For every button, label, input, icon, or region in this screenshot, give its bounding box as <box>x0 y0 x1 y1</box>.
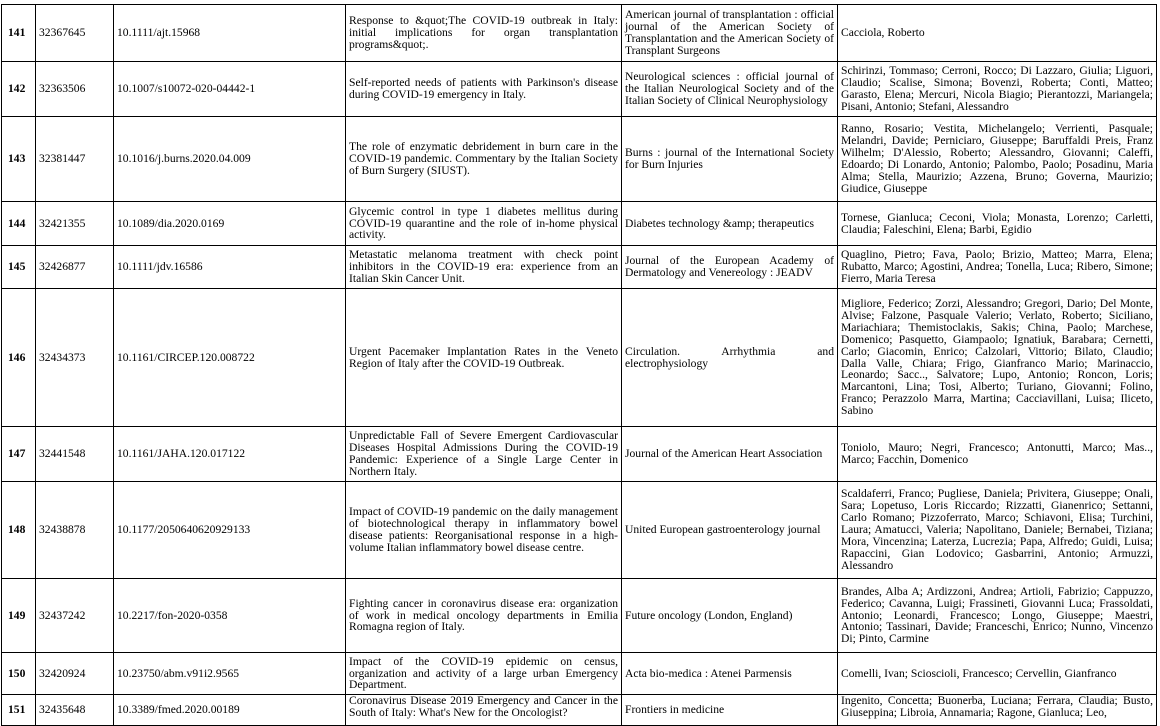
pmid-cell: 32421355 <box>36 202 114 246</box>
pmid-cell: 32426877 <box>36 246 114 289</box>
title-cell: Self-reported needs of patients with Parkinson's disease during COVID-19 emergency in Italy. <box>346 62 622 117</box>
table-row <box>2 62 1157 117</box>
pmid-cell: 32367645 <box>36 5 114 62</box>
table-row <box>2 579 1157 653</box>
authors-cell: Ranno, Rosario; Vestita, Michelangelo; Verrienti, Pasquale; Melandri, Davide; Perniciaro, Giuseppe; Baruffaldi Preis, Franz Wilhelm; D'Alessio, Roberto; Alessandro, Giovanni; Caleffi, Edoardo; Di Lonardo, Antonio; Palombo, Paolo; Posadinu, Maria Alma; Stella, Maurizio; Azzena, Bruno; Governa, Maurizio; Giudice, Giuseppe <box>838 117 1157 202</box>
journal-cell: Journal of the European Academy of Dermatology and Venereology : JEADV <box>622 246 838 289</box>
row-number: 145 <box>2 246 36 289</box>
table-row <box>2 117 1157 202</box>
row-number: 144 <box>2 202 36 246</box>
row-number: 149 <box>2 579 36 653</box>
journal-cell: Future oncology (London, England) <box>622 579 838 653</box>
doi-cell: 10.2217/fon-2020-0358 <box>114 579 346 653</box>
title-cell: Unpredictable Fall of Severe Emergent Cardiovascular Diseases Hospital Admissions During the COVID-19 Pandemic: Experience of a Single Large Center in Northern Italy. <box>346 427 622 482</box>
authors-cell: Scaldaferri, Franco; Pugliese, Daniela; Privitera, Giuseppe; Onali, Sara; Lopetuso, Loris Riccardo; Rizzatti, Gianenrico; Settanni, Carlo Romano; Pizzoferrato, Marco; Schiavoni, Elisa; Turchini, Laura; Amatucci, Valeria; Napolitano, Daniele; Bernabei, Tiziana; Mora, Vincenzina; Laterza, Lucrezia; Papa, Alfredo; Guidi, Luisa; Rapaccini, Gian Lodovico; Gasbarrini, Antonio; Armuzzi, Alessandro <box>838 482 1157 579</box>
pmid-cell: 32381447 <box>36 117 114 202</box>
table-row <box>2 5 1157 62</box>
table-row <box>2 482 1157 579</box>
authors-cell: Cacciola, Roberto <box>838 5 1157 62</box>
table-row <box>2 653 1157 695</box>
row-number: 150 <box>2 653 36 695</box>
pmid-cell: 32363506 <box>36 62 114 117</box>
title-cell: Fighting cancer in coronavirus disease era: organization of work in medical oncology departments in Emilia Romagna region of Italy. <box>346 579 622 653</box>
table-row <box>2 695 1157 726</box>
table-row <box>2 246 1157 289</box>
authors-cell: Ingenito, Concetta; Buonerba, Luciana; Ferrara, Claudia; Busto, Giuseppina; Libroia, Annamaria; Ragone, Gianluca; Leo, <box>838 695 1157 726</box>
authors-cell: Tornese, Gianluca; Ceconi, Viola; Monasta, Lorenzo; Carletti, Claudia; Faleschini, Elena; Barbi, Egidio <box>838 202 1157 246</box>
pmid-cell: 32438878 <box>36 482 114 579</box>
row-number: 148 <box>2 482 36 579</box>
row-number: 146 <box>2 289 36 427</box>
reference-table <box>1 4 1157 726</box>
journal-cell: Burns : journal of the International Society for Burn Injuries <box>622 117 838 202</box>
pmid-cell: 32435648 <box>36 695 114 726</box>
journal-cell: Journal of the American Heart Association <box>622 427 838 482</box>
doi-cell: 10.3389/fmed.2020.00189 <box>114 695 346 726</box>
authors-cell: Comelli, Ivan; Scioscioli, Francesco; Cervellin, Gianfranco <box>838 653 1157 695</box>
doi-cell: 10.1177/2050640620929133 <box>114 482 346 579</box>
pmid-cell: 32434373 <box>36 289 114 427</box>
table-row <box>2 289 1157 427</box>
doi-cell: 10.1007/s10072-020-04442-1 <box>114 62 346 117</box>
journal-cell: Acta bio-medica : Atenei Parmensis <box>622 653 838 695</box>
row-number: 143 <box>2 117 36 202</box>
table-row <box>2 202 1157 246</box>
authors-cell: Migliore, Federico; Zorzi, Alessandro; Gregori, Dario; Del Monte, Alvise; Falzone, Pasquale Valerio; Verlato, Roberto; Siciliano, Mariachiara; Themistoclakis, Sakis; China, Paolo; Marchese, Domenico; Pasquetto, Giampaolo; Ignatiuk, Barabara; Cernetti, Carlo; Giacomin, Enrico; Calzolari, Vittorio; Bilato, Claudio; Dalla Valle, Chiara; Frigo, Gianfranco Mario; Marinaccio, Leonardo; Sacc.., Salvatore; Lupo, Antonio; Roncon, Loris; Marcantoni, Lina; Tosi, Alberto; Turiano, Giovanni; Folino, Franco; Perazzolo Marra, Martina; Cacciavillani, Luisa; Iliceto, Sabino <box>838 289 1157 427</box>
journal-cell: American journal of transplantation : official journal of the American Society of Transplantation and the American Society of Transplant Surgeons <box>622 5 838 62</box>
authors-cell: Brandes, Alba A; Ardizzoni, Andrea; Artioli, Fabrizio; Cappuzzo, Federico; Cavanna, Luigi; Frassineti, Giovanni Luca; Frassoldati, Antonio; Leonardi, Francesco; Longo, Giuseppe; Maestri, Antonio; Tassinari, Davide; Franceschi, Enrico; Nunno, Vincenzo Di; Pinto, Carmine <box>838 579 1157 653</box>
title-cell: Coronavirus Disease 2019 Emergency and Cancer in the South of Italy: What's New for the Oncologist? <box>346 695 622 726</box>
row-number: 151 <box>2 695 36 726</box>
table-row <box>2 427 1157 482</box>
journal-cell: United European gastroenterology journal <box>622 482 838 579</box>
journal-cell: Frontiers in medicine <box>622 695 838 726</box>
journal-cell: Neurological sciences : official journal of the Italian Neurological Society and of the Italian Society of Clinical Neurophysiology <box>622 62 838 117</box>
journal-cell: Circulation. Arrhythmia and electrophysiology <box>622 289 838 427</box>
authors-cell: Toniolo, Mauro; Negri, Francesco; Antonutti, Marco; Mas.., Marco; Facchin, Domenico <box>838 427 1157 482</box>
journal-cell: Diabetes technology &amp; therapeutics <box>622 202 838 246</box>
authors-cell: Quaglino, Pietro; Fava, Paolo; Brizio, Matteo; Marra, Elena; Rubatto, Marco; Agostini, Andrea; Tonella, Luca; Ribero, Simone; Fierro, Maria Teresa <box>838 246 1157 289</box>
pmid-cell: 32441548 <box>36 427 114 482</box>
title-cell: Urgent Pacemaker Implantation Rates in the Veneto Region of Italy after the COVID-19 Outbreak. <box>346 289 622 427</box>
authors-cell: Schirinzi, Tommaso; Cerroni, Rocco; Di Lazzaro, Giulia; Liguori, Claudio; Scalise, Simona; Bovenzi, Roberta; Conti, Matteo; Garasto, Elena; Mercuri, Nicola Biagio; Pierantozzi, Mariangela; Pisani, Antonio; Stefani, Alessandro <box>838 62 1157 117</box>
doi-cell: 10.1016/j.burns.2020.04.009 <box>114 117 346 202</box>
row-number: 141 <box>2 5 36 62</box>
doi-cell: 10.1161/CIRCEP.120.008722 <box>114 289 346 427</box>
row-number: 142 <box>2 62 36 117</box>
pmid-cell: 32437242 <box>36 579 114 653</box>
title-cell: The role of enzymatic debridement in burn care in the COVID-19 pandemic. Commentary by the Italian Society of Burn Surgery (SIUST). <box>346 117 622 202</box>
doi-cell: 10.1111/ajt.15968 <box>114 5 346 62</box>
title-cell: Impact of the COVID-19 epidemic on census, organization and activity of a large urban Emergency Department. <box>346 653 622 695</box>
title-cell: Metastatic melanoma treatment with check point inhibitors in the COVID-19 era: experience from an Italian Skin Cancer Unit. <box>346 246 622 289</box>
doi-cell: 10.1111/jdv.16586 <box>114 246 346 289</box>
row-number: 147 <box>2 427 36 482</box>
title-cell: Glycemic control in type 1 diabetes mellitus during COVID-19 quarantine and the role of in-home physical activity. <box>346 202 622 246</box>
pmid-cell: 32420924 <box>36 653 114 695</box>
doi-cell: 10.1089/dia.2020.0169 <box>114 202 346 246</box>
title-cell: Impact of COVID-19 pandemic on the daily management of biotechnological therapy in inflammatory bowel disease patients: Reorganisational response in a high-volume Italian inflammatory bowel disease centre. <box>346 482 622 579</box>
title-cell: Response to &quot;The COVID-19 outbreak in Italy: initial implications for organ transplantation programs&quot;. <box>346 5 622 62</box>
doi-cell: 10.23750/abm.v91i2.9565 <box>114 653 346 695</box>
doi-cell: 10.1161/JAHA.120.017122 <box>114 427 346 482</box>
